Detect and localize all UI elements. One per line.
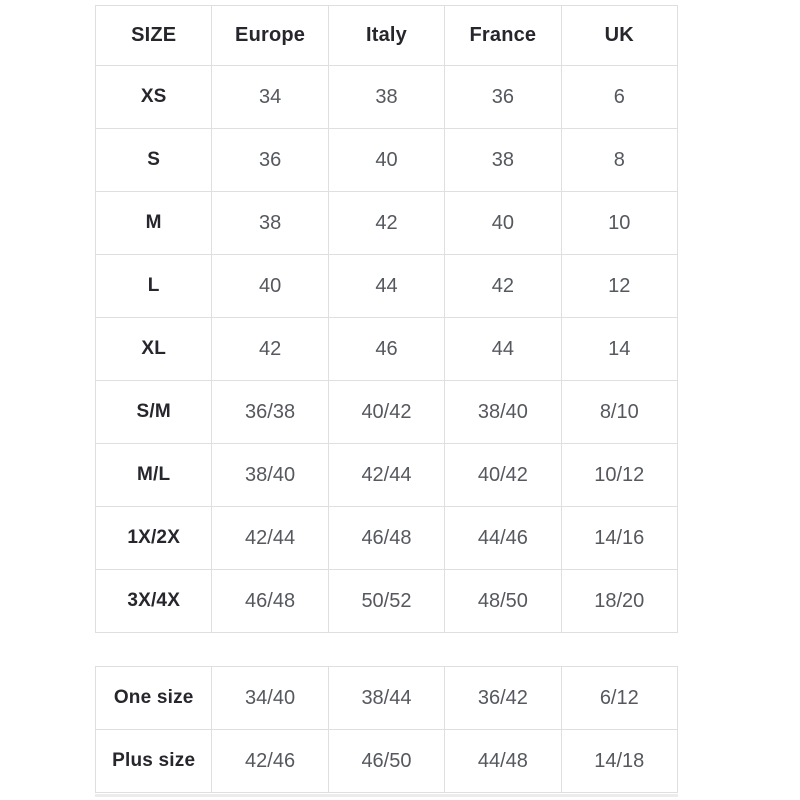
table-row xyxy=(96,192,678,255)
table-row xyxy=(96,66,678,129)
size-value-cell: 6/12 xyxy=(561,667,677,730)
size-value-cell: 42 xyxy=(445,255,561,318)
table-row xyxy=(96,129,678,192)
size-table-body xyxy=(96,66,678,633)
table-row xyxy=(96,507,678,570)
size-value-cell: 38 xyxy=(212,192,328,255)
size-value-cell: 8 xyxy=(561,129,677,192)
special-sizes-table xyxy=(95,666,678,793)
size-value-cell: 42/44 xyxy=(212,507,328,570)
size-value-cell: 40 xyxy=(212,255,328,318)
size-value-cell: 40/42 xyxy=(328,381,444,444)
table-row xyxy=(96,444,678,507)
table-row xyxy=(96,318,678,381)
size-conversion-table xyxy=(95,5,678,633)
size-value-cell: 36 xyxy=(212,129,328,192)
table-row xyxy=(96,730,678,793)
size-label-cell: 3X/4X xyxy=(96,570,212,633)
size-value-cell: 42/46 xyxy=(212,730,328,793)
header-cell: UK xyxy=(561,6,677,66)
size-value-cell: 14 xyxy=(561,318,677,381)
table-bottom-shadow xyxy=(95,794,678,797)
header-cell: France xyxy=(445,6,561,66)
size-value-cell: 34/40 xyxy=(212,667,328,730)
size-value-cell: 44 xyxy=(445,318,561,381)
size-value-cell: 10/12 xyxy=(561,444,677,507)
size-value-cell: 14/16 xyxy=(561,507,677,570)
size-label-cell: 1X/2X xyxy=(96,507,212,570)
table-row xyxy=(96,570,678,633)
size-value-cell: 38/40 xyxy=(212,444,328,507)
size-value-cell: 6 xyxy=(561,66,677,129)
size-value-cell: 34 xyxy=(212,66,328,129)
size-label-cell: M xyxy=(96,192,212,255)
size-value-cell: 36/38 xyxy=(212,381,328,444)
size-label-cell: Plus size xyxy=(96,730,212,793)
size-value-cell: 40 xyxy=(328,129,444,192)
size-label-cell: S xyxy=(96,129,212,192)
table-row xyxy=(96,255,678,318)
size-value-cell: 38 xyxy=(328,66,444,129)
size-value-cell: 44/46 xyxy=(445,507,561,570)
size-value-cell: 48/50 xyxy=(445,570,561,633)
header-cell: SIZE xyxy=(96,6,212,66)
size-label-cell: M/L xyxy=(96,444,212,507)
size-value-cell: 12 xyxy=(561,255,677,318)
size-value-cell: 46/50 xyxy=(328,730,444,793)
size-value-cell: 42 xyxy=(328,192,444,255)
size-value-cell: 42 xyxy=(212,318,328,381)
size-value-cell: 46/48 xyxy=(212,570,328,633)
size-value-cell: 44 xyxy=(328,255,444,318)
size-label-cell: One size xyxy=(96,667,212,730)
size-value-cell: 46 xyxy=(328,318,444,381)
header-cell: Italy xyxy=(328,6,444,66)
size-value-cell: 14/18 xyxy=(561,730,677,793)
size-label-cell: S/M xyxy=(96,381,212,444)
table-row xyxy=(96,381,678,444)
size-conversion-section xyxy=(95,5,678,793)
header-cell: Europe xyxy=(212,6,328,66)
size-value-cell: 10 xyxy=(561,192,677,255)
size-label-cell: XL xyxy=(96,318,212,381)
size-value-cell: 40/42 xyxy=(445,444,561,507)
size-table-header xyxy=(96,6,678,66)
size-value-cell: 36 xyxy=(445,66,561,129)
size-value-cell: 38/40 xyxy=(445,381,561,444)
header-row xyxy=(96,6,678,66)
size-value-cell: 50/52 xyxy=(328,570,444,633)
size-value-cell: 36/42 xyxy=(445,667,561,730)
size-value-cell: 44/48 xyxy=(445,730,561,793)
size-label-cell: L xyxy=(96,255,212,318)
table-row xyxy=(96,667,678,730)
special-table-body xyxy=(96,667,678,793)
size-value-cell: 38/44 xyxy=(328,667,444,730)
size-value-cell: 8/10 xyxy=(561,381,677,444)
size-value-cell: 40 xyxy=(445,192,561,255)
size-value-cell: 18/20 xyxy=(561,570,677,633)
size-value-cell: 46/48 xyxy=(328,507,444,570)
size-label-cell: XS xyxy=(96,66,212,129)
size-value-cell: 38 xyxy=(445,129,561,192)
size-value-cell: 42/44 xyxy=(328,444,444,507)
